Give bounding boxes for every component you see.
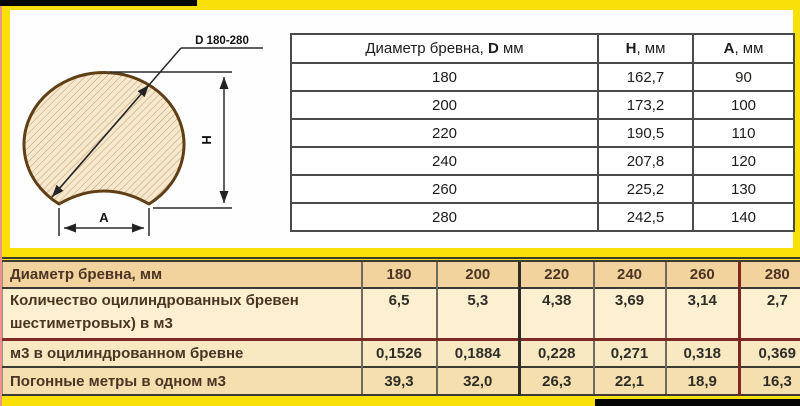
table-cell: 32,0 <box>437 367 520 395</box>
table-cell: 4,38 <box>520 288 594 340</box>
top-left-black-bar <box>0 0 197 6</box>
table-cell: 16,3 <box>740 367 800 395</box>
column-header-h: H, мм <box>598 34 693 63</box>
d-dimension-label: D 180-280 <box>195 35 249 47</box>
volume-table <box>2 257 800 396</box>
table-cell: 242,5 <box>598 203 693 231</box>
table-cell: 180 <box>291 63 598 91</box>
table-cell: 18,9 <box>666 367 740 395</box>
dimension-line <box>149 48 181 85</box>
log-shape <box>24 72 184 204</box>
table-cell: 130 <box>693 175 794 203</box>
table-cell: 2,7 <box>740 288 800 340</box>
table-cell: 280 <box>291 203 598 231</box>
table-cell: 3,69 <box>594 288 666 340</box>
table-cell: 162,7 <box>598 63 693 91</box>
table-cell: 0,318 <box>666 340 740 368</box>
h-dimension-label: H <box>199 135 214 145</box>
table-cell: 260 <box>666 260 740 289</box>
table-cell: 6,5 <box>362 288 437 340</box>
table-row <box>3 367 800 395</box>
table-cell: 0,1526 <box>362 340 437 368</box>
table-cell: 225,2 <box>598 175 693 203</box>
table-cell: 190,5 <box>598 119 693 147</box>
bottom-right-black-bar <box>595 399 800 406</box>
table-cell: 240 <box>291 147 598 175</box>
table-cell: 0,1884 <box>437 340 520 368</box>
table-header-row <box>3 260 800 289</box>
table-row <box>291 175 794 203</box>
dimensions-table <box>290 33 795 232</box>
table-cell: 120 <box>693 147 794 175</box>
table-cell: 26,3 <box>520 367 594 395</box>
table-cell: 220 <box>291 119 598 147</box>
table-row <box>291 91 794 119</box>
table-cell: 0,369 <box>740 340 800 368</box>
table-cell: 207,8 <box>598 147 693 175</box>
table-cell: 39,3 <box>362 367 437 395</box>
row-label-diameter: Диаметр бревна, мм <box>3 260 362 289</box>
table-cell: 200 <box>437 260 520 289</box>
row-label-linear-meters: Погонные метры в одном м3 <box>3 367 362 395</box>
row-label-log-count <box>3 288 362 340</box>
log-cross-section-diagram <box>10 10 290 248</box>
table-cell: 280 <box>740 260 800 289</box>
table-row <box>291 203 794 231</box>
table-cell: 0,228 <box>520 340 594 368</box>
table-cell: 0,271 <box>594 340 666 368</box>
table-cell: 173,2 <box>598 91 693 119</box>
table-row <box>3 340 800 368</box>
table-cell: 180 <box>362 260 437 289</box>
table-cell: 100 <box>693 91 794 119</box>
row-label-line1: Количество оцилиндрованных бревен <box>10 292 299 309</box>
table-cell: 140 <box>693 203 794 231</box>
table-row <box>291 119 794 147</box>
a-dimension-label: A <box>99 210 109 225</box>
table-cell: 220 <box>520 260 594 289</box>
table-cell: 90 <box>693 63 794 91</box>
table-row <box>291 63 794 91</box>
table-cell: 22,1 <box>594 367 666 395</box>
table-cell: 3,14 <box>666 288 740 340</box>
table-row <box>3 288 800 340</box>
table-cell: 260 <box>291 175 598 203</box>
table-cell: 240 <box>594 260 666 289</box>
table-header-row <box>291 34 794 63</box>
row-label-volume: м3 в оцилиндрованном бревне <box>3 340 362 368</box>
table-cell: 110 <box>693 119 794 147</box>
table-cell: 200 <box>291 91 598 119</box>
table-row <box>291 147 794 175</box>
row-label-line2: шестиметровых) в м3 <box>10 315 173 332</box>
column-header-diameter: Диаметр бревна, D мм <box>291 34 598 63</box>
left-edge-strip <box>0 0 2 406</box>
column-header-a: A, мм <box>693 34 794 63</box>
table-cell: 5,3 <box>437 288 520 340</box>
